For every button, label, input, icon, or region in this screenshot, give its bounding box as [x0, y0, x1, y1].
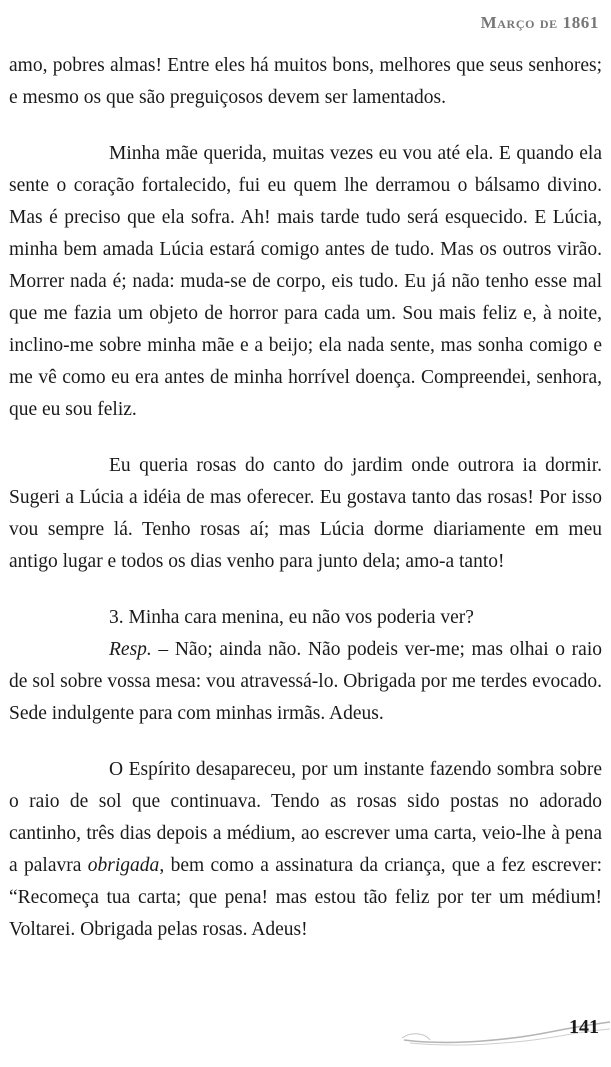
paragraph-3: Eu queria rosas do canto do jardim onde outrora ia dormir. Sugeri a Lúcia a idéia de mas oferecer. Eu gostava tanto das rosas! Por isso vou sempre lá. Tenho rosas aí; mas Lúcia dorme diariamente em meu antigo lugar e todos os dias venho para junto dela; amo-a tanto!: [9, 455, 602, 572]
question-3: 3. Minha cara menina, eu não vos poderia ver?: [109, 607, 474, 628]
response-paragraph: [9, 634, 602, 730]
running-header: Março de 1861: [480, 13, 599, 32]
response-label: Resp.: [109, 639, 152, 660]
response-text: – Não; ainda não. Não podeis ver-me; mas olhai o raio de sol sobre vossa mesa: vou atravessá-lo. Obrigada por me terdes evocado. Sede indulgente para com minhas irmãs. Adeus.: [9, 639, 602, 724]
paragraph-2: Minha mãe querida, muitas vezes eu vou até ela. E quando ela sente o coração fortalecido, fui eu quem lhe derramou o bálsamo divino. Mas é preciso que ela sofra. Ah! mais tarde tudo será esquecido. E Lúcia, minha bem amada Lúcia estará comigo antes de tudo. Mas os outros virão. Morrer nada é; nada: muda-se de corpo, eis tudo. Eu já não tenho esse mal que me fazia um objeto de horror para cada um. Sou mais feliz e, à noite, inclino-me sobre minha mãe e a beijo; ela nada sente, mas sonha comigo e me vê como eu era antes de minha horrível doença. Compreendei, senhora, que eu sou feliz.: [9, 143, 602, 420]
page-body: [9, 50, 602, 946]
paragraph-6-emphasis: obrigada: [87, 855, 160, 876]
paragraph-1: amo, pobres almas! Entre eles há muitos bons, melhores que seus senhores; e mesmo os que são preguiçosos devem ser lamentados.: [9, 55, 602, 108]
page-number: 141: [569, 1016, 599, 1038]
paragraph-6: [9, 754, 602, 946]
paragraph-6-part-b: , bem como a assinatura da criança, que a fez escrever: “Recomeça tua carta; que pena! mas estou tão feliz por ter um médium! Voltarei. Obrigada pelas rosas. Adeus!: [9, 855, 602, 940]
paragraph-6-part-a: O Espírito desapareceu, por um instante fazendo sombra sobre o raio de sol que continuava. Tendo as rosas sido postas no adorado cantinho, três dias depois a médium, ao escrever uma carta, veio-lhe à pena a palavra: [9, 759, 602, 876]
